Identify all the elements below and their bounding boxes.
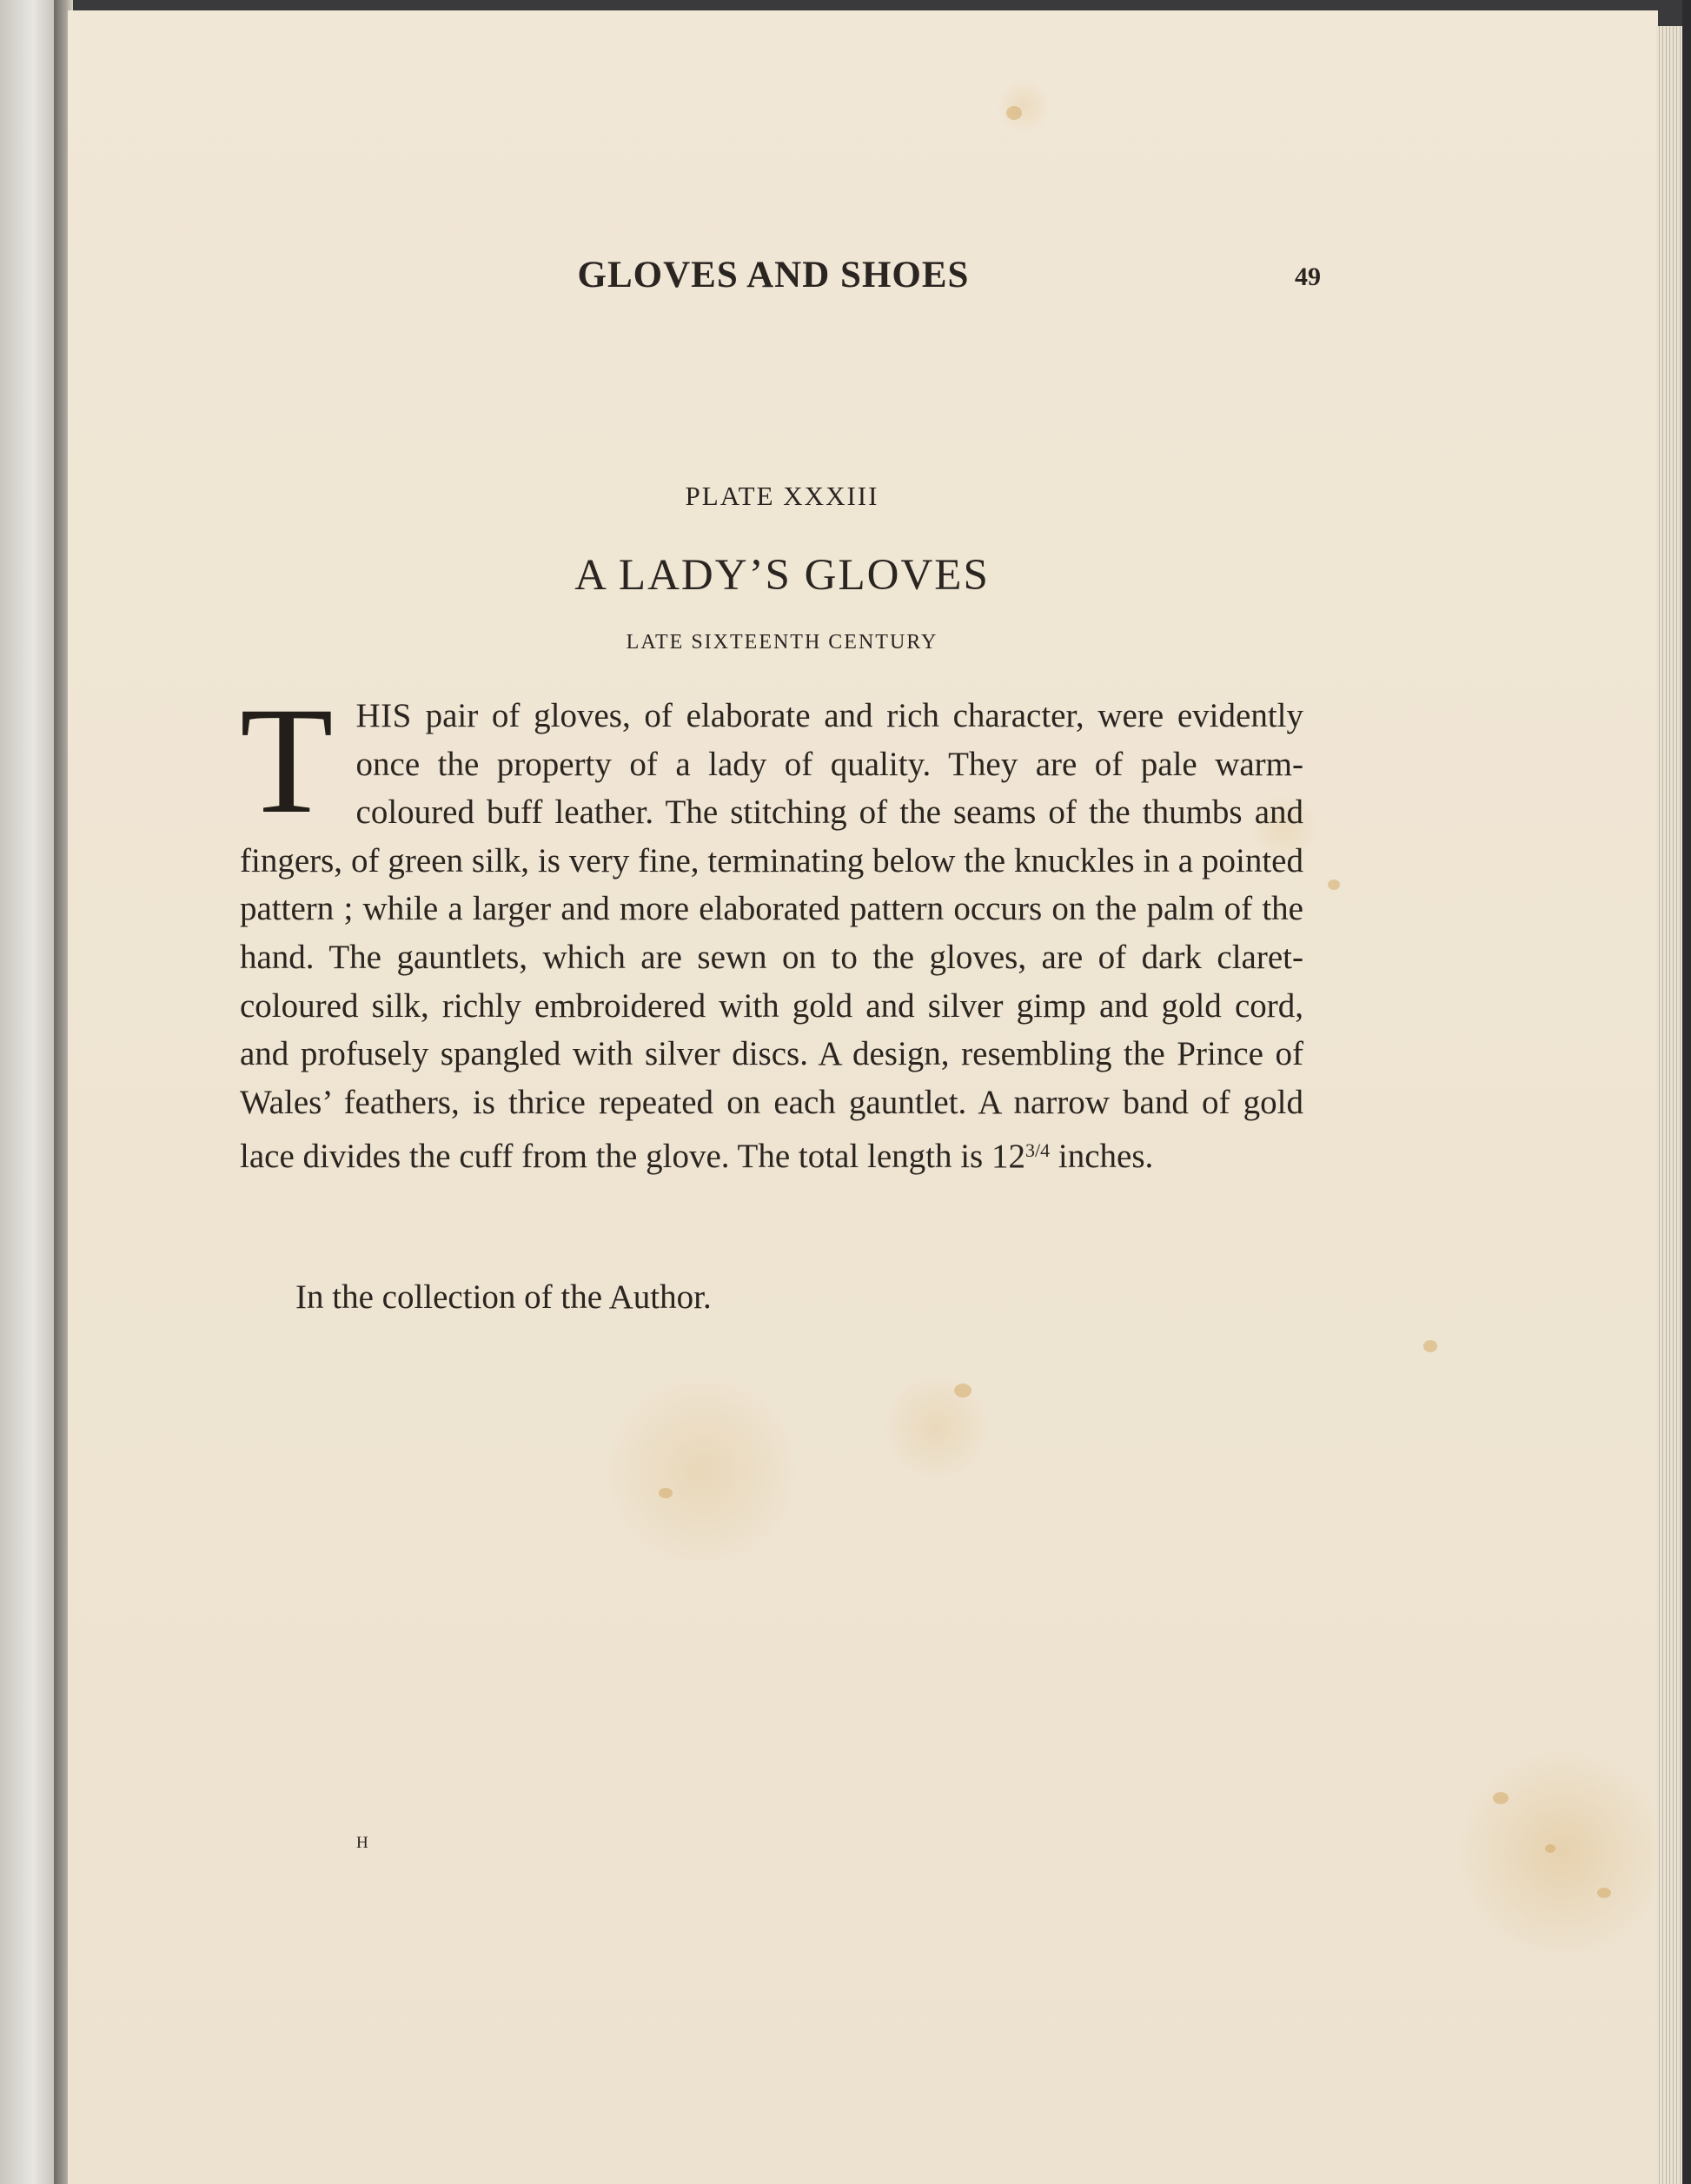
plate-period: LATE SIXTEENTH CENTURY — [626, 631, 938, 654]
background-edge — [1682, 0, 1691, 2184]
foxing-spot — [954, 1384, 971, 1397]
plate-title: A LADY’S GLOVES — [574, 551, 990, 600]
foxing-spot — [1423, 1340, 1437, 1352]
page-edges — [1656, 26, 1682, 2184]
foxing-spot — [1597, 1888, 1611, 1898]
plate-label: PLATE XXXIII — [685, 481, 879, 511]
length-fraction: 3/4 — [1025, 1139, 1051, 1162]
opening-small-caps: HIS — [355, 697, 412, 734]
foxing-spot — [1328, 880, 1340, 890]
foxing-spot — [1493, 1792, 1509, 1804]
running-head: GLOVES AND SHOES — [577, 255, 970, 295]
foxing-spot — [1006, 106, 1022, 120]
length-whole: 12 — [991, 1138, 1025, 1176]
facing-page-edge — [0, 0, 61, 2184]
collection-credit: In the collection of the Author. — [295, 1278, 712, 1316]
drop-cap: T — [240, 676, 334, 846]
foxing-spot — [1545, 1844, 1555, 1853]
foxing-spot — [659, 1488, 673, 1498]
page-number: 49 — [1295, 262, 1321, 291]
description-paragraph — [240, 676, 1304, 1181]
signature-mark: H — [356, 1834, 368, 1852]
description-text: pair of gloves, of elaborate and rich character, were evidently once the property of a lady of quality. They are of pale warm-coloured buff leather. The stitching of the seams of the thumbs and fingers, of green silk, is very fine, terminating below the knuckles in a pointed pattern ; while a larger and more elaborated pattern occurs on the palm of the hand. The gauntlets, which are sewn on to the gloves, are of dark claret-coloured silk, richly embroidered with gold and silver gimp and gold cord, and profusely spangled with silver discs. A design, resembling the Prince of Wales’ feathers, is thrice repeated on each gauntlet. A narrow band of gold lace divides the cuff from the glove. The total length is — [240, 697, 1304, 1176]
description-text-end: inches. — [1058, 1138, 1154, 1176]
